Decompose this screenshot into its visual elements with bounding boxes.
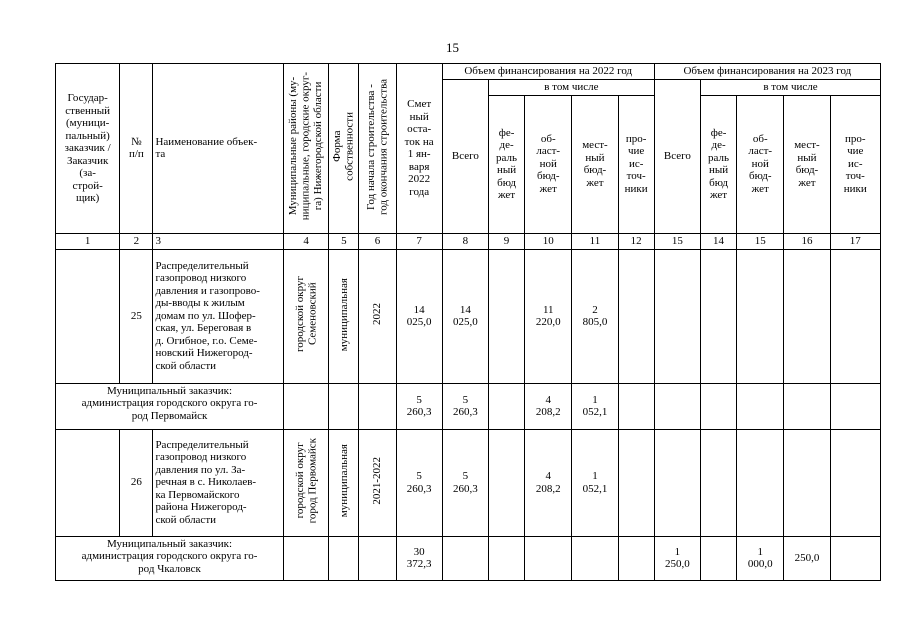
header-other-2023: про- чие ис- точ- ники bbox=[830, 95, 880, 233]
header-federal-2023: фе- де- раль ный бюд жет bbox=[700, 95, 736, 233]
other-2023-value bbox=[830, 249, 880, 383]
district-cell bbox=[284, 536, 329, 580]
local-2023-value: 250,0 bbox=[784, 536, 830, 580]
header-federal-2022: фе- де- раль ный бюд жет bbox=[488, 95, 524, 233]
local-2022-value: 1 052,1 bbox=[572, 429, 618, 536]
local-2022-value bbox=[572, 536, 618, 580]
federal-2022-value bbox=[488, 429, 524, 536]
column-number: 12 bbox=[618, 233, 654, 249]
column-number: 11 bbox=[572, 233, 618, 249]
row-number: 25 bbox=[120, 249, 153, 383]
balance-value: 5 260,3 bbox=[396, 383, 442, 429]
regional-2023-value bbox=[737, 383, 784, 429]
object-name: Распределительный газопровод низкого давления и газопрово- ды-вводы к жилым домам по ул. Шофер- ская, ул. Береговая в д. Огибное, г.о. Семе- новский Нижегород- ской области bbox=[153, 249, 284, 383]
total-2023-value bbox=[654, 383, 700, 429]
municipal-customer-label: Муниципальный заказчик: администрация городского округа го- род Первомайск bbox=[56, 383, 284, 429]
total-2023-value: 1 250,0 bbox=[654, 536, 700, 580]
other-2022-value bbox=[618, 383, 654, 429]
header-regional-2022: об- ласт- ной бюд- жет bbox=[525, 95, 572, 233]
column-number: 2 bbox=[120, 233, 153, 249]
total-2022-value: 5 260,3 bbox=[442, 383, 488, 429]
header-including-2023: в том числе bbox=[700, 80, 880, 96]
column-number: 15 bbox=[737, 233, 784, 249]
regional-2022-value: 4 208,2 bbox=[525, 429, 572, 536]
header-local-2022: мест- ный бюд- жет bbox=[572, 95, 618, 233]
customer-cell bbox=[56, 429, 120, 536]
federal-2023-value bbox=[700, 429, 736, 536]
column-number: 17 bbox=[830, 233, 880, 249]
ownership-cell: муниципальная bbox=[329, 249, 359, 383]
regional-2022-value: 11 220,0 bbox=[525, 249, 572, 383]
header-object-name: Наименование объек- та bbox=[153, 64, 284, 234]
ownership-cell bbox=[329, 536, 359, 580]
balance-value: 5 260,3 bbox=[396, 429, 442, 536]
regional-2023-value: 1 000,0 bbox=[737, 536, 784, 580]
federal-2022-value bbox=[488, 249, 524, 383]
header-districts: Муниципальные районы (му- ниципальные, городские округ- га) Нижегородской области bbox=[284, 64, 329, 234]
header-years: Год начала строительства - год окончания строительства bbox=[359, 64, 396, 234]
table-row bbox=[56, 536, 881, 580]
table-row bbox=[56, 429, 881, 536]
column-number-row bbox=[56, 233, 881, 249]
column-number: 10 bbox=[525, 233, 572, 249]
header-local-2023: мест- ный бюд- жет bbox=[784, 95, 830, 233]
header-total-2023: Всего bbox=[654, 80, 700, 234]
column-number: 3 bbox=[153, 233, 284, 249]
other-2023-value bbox=[830, 383, 880, 429]
page-number: 15 bbox=[446, 40, 459, 55]
other-2022-value bbox=[618, 249, 654, 383]
years-cell: 2022 bbox=[359, 249, 396, 383]
balance-value: 30 372,3 bbox=[396, 536, 442, 580]
column-number: 6 bbox=[359, 233, 396, 249]
object-name: Распределительный газопровод низкого давления по ул. За- речная в с. Николаев- ка Первомайского района Нижегород- ской области bbox=[153, 429, 284, 536]
header-including-2022: в том числе bbox=[488, 80, 654, 96]
header-balance: Смет ный оста- ток на 1 ян- варя 2022 года bbox=[396, 64, 442, 234]
total-2023-value bbox=[654, 429, 700, 536]
regional-2023-value bbox=[737, 249, 784, 383]
header-other-2022: про- чие ис- точ- ники bbox=[618, 95, 654, 233]
years-cell bbox=[359, 383, 396, 429]
table-row bbox=[56, 383, 881, 429]
local-2023-value bbox=[784, 383, 830, 429]
local-2022-value: 1 052,1 bbox=[572, 383, 618, 429]
row-number: 26 bbox=[120, 429, 153, 536]
local-2022-value: 2 805,0 bbox=[572, 249, 618, 383]
federal-2023-value bbox=[700, 536, 736, 580]
district-cell: городской округ город Первомайск bbox=[284, 429, 329, 536]
header-ownership: Форма собственности bbox=[329, 64, 359, 234]
years-cell bbox=[359, 536, 396, 580]
header-regional-2023: об- ласт- ной бюд- жет bbox=[737, 95, 784, 233]
header-total-2022: Всего bbox=[442, 80, 488, 234]
total-2022-value: 14 025,0 bbox=[442, 249, 488, 383]
customer-cell bbox=[56, 249, 120, 383]
column-number: 5 bbox=[329, 233, 359, 249]
header-financing-2022: Объем финансирования на 2022 год bbox=[442, 64, 654, 80]
column-number: 15 bbox=[654, 233, 700, 249]
other-2022-value bbox=[618, 536, 654, 580]
district-cell: городской округ Семеновский bbox=[284, 249, 329, 383]
header-customer: Государ- ственный (муници- пальный) заказчик / Заказчик (за- строй- щик) bbox=[56, 64, 120, 234]
column-number: 8 bbox=[442, 233, 488, 249]
local-2023-value bbox=[784, 429, 830, 536]
district-cell bbox=[284, 383, 329, 429]
federal-2023-value bbox=[700, 249, 736, 383]
regional-2022-value bbox=[525, 536, 572, 580]
total-2022-value bbox=[442, 536, 488, 580]
years-cell: 2021-2022 bbox=[359, 429, 396, 536]
local-2023-value bbox=[784, 249, 830, 383]
column-number: 14 bbox=[700, 233, 736, 249]
column-number: 4 bbox=[284, 233, 329, 249]
column-number: 9 bbox=[488, 233, 524, 249]
column-number: 1 bbox=[56, 233, 120, 249]
ownership-cell bbox=[329, 383, 359, 429]
regional-2023-value bbox=[737, 429, 784, 536]
table-row bbox=[56, 249, 881, 383]
column-number: 7 bbox=[396, 233, 442, 249]
header-financing-2023: Объем финансирования на 2023 год bbox=[654, 64, 880, 80]
total-2022-value: 5 260,3 bbox=[442, 429, 488, 536]
header-number: № п/п bbox=[120, 64, 153, 234]
ownership-cell: муниципальная bbox=[329, 429, 359, 536]
other-2022-value bbox=[618, 429, 654, 536]
regional-2022-value: 4 208,2 bbox=[525, 383, 572, 429]
municipal-customer-label: Муниципальный заказчик: администрация городского округа го- род Чкаловск bbox=[56, 536, 284, 580]
other-2023-value bbox=[830, 536, 880, 580]
other-2023-value bbox=[830, 429, 880, 536]
federal-2022-value bbox=[488, 383, 524, 429]
financing-table bbox=[55, 63, 881, 581]
balance-value: 14 025,0 bbox=[396, 249, 442, 383]
total-2023-value bbox=[654, 249, 700, 383]
federal-2023-value bbox=[700, 383, 736, 429]
federal-2022-value bbox=[488, 536, 524, 580]
column-number: 16 bbox=[784, 233, 830, 249]
